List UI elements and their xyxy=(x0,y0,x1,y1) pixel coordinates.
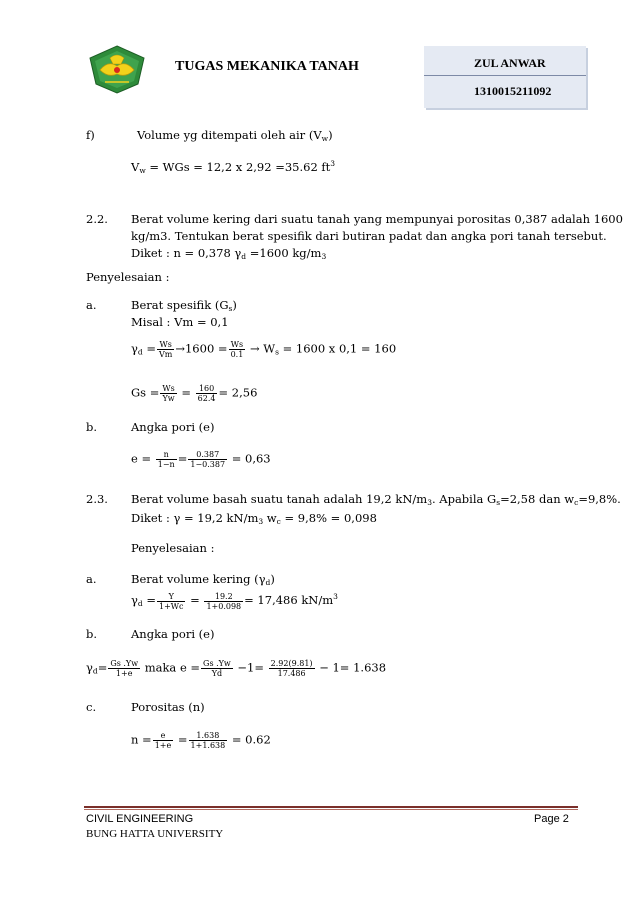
item-f-equation: $V_w$ = WGs = 12,2 x 2,92 =35.62 $ft^3$ xyxy=(131,159,336,175)
part-a2-equation: $\gamma_d$ = $\frac{Y}{1+Wc}$ = $\frac{19.2}{1+0.098}$ = 17,486 $kN/m^3$ xyxy=(131,591,338,611)
solution-heading-2: Penyelesaian : xyxy=(131,541,215,555)
part-a1-label: a. xyxy=(86,298,97,312)
part-b1-title: Angka pori (e) xyxy=(131,420,215,434)
header-divider xyxy=(424,75,586,76)
solution-heading-1: Penyelesaian : xyxy=(86,270,170,284)
part-a2-label: a. xyxy=(86,572,97,586)
part-a1-assumption: Misal : Vm = 0,1 xyxy=(131,315,229,329)
problem-2-3-given: Diket : γ = 19,2 $kN/m_3$ $w_c = 9,8\% = 0,098$ xyxy=(131,511,377,526)
problem-2-2-given: Diket : n = 0,378 $\gamma_d =1600$ $kg/m_3$ xyxy=(131,246,327,261)
problem-2-3-label: 2.3. xyxy=(86,492,108,506)
part-b2-label: b. xyxy=(86,627,98,641)
header-title: TUGAS MEKANIKA TANAH xyxy=(175,59,359,74)
student-id: 1310015211092 xyxy=(474,84,552,98)
item-f-text: Volume yg ditempati oleh air $(V_w)$ xyxy=(137,128,333,143)
part-b2-equation: $\gamma_d=$ $\frac{Gs .Yw}{1+e}$ maka e = $\frac{Gs .Yw}{Yd}$ −1= $\frac{2.92(9.81)}{17.486}$ − 1= 1.638 xyxy=(86,659,387,678)
problem-2-2-line2: kg/m3. Tentukan berat spesifik dari butiran padat dan angka pori tanah tersebut. xyxy=(131,229,607,243)
part-c2-label: c. xyxy=(86,700,97,714)
part-c2-title: Porositas (n) xyxy=(131,700,205,714)
problem-2-2-line1: Berat volume kering dari suatu tanah yang mempunyai porositas 0,387 adalah 1600 xyxy=(131,212,623,226)
footer-university: BUNG HATTA UNIVERSITY xyxy=(86,828,224,840)
footer-rule-thin xyxy=(84,809,578,810)
footer-page-number: Page 2 xyxy=(534,813,569,825)
part-c2-equation: n = $\frac{e}{1+e}$ = $\frac{1.638}{1+1.638}$ = 0.62 xyxy=(131,731,271,750)
part-a2-title: Berat volume kering $(\gamma_d)$ xyxy=(131,572,275,587)
author-name: ZUL ANWAR xyxy=(474,56,546,70)
part-b2-title: Angka pori (e) xyxy=(131,627,215,641)
footer-rule xyxy=(84,806,578,808)
footer-department: CIVIL ENGINEERING xyxy=(86,813,194,825)
part-b1-label: b. xyxy=(86,420,98,434)
university-logo xyxy=(88,44,146,94)
problem-2-3-line1: Berat volume basah suatu tanah adalah 19,2 $kN/m_3$. Apabila $G_s=2,58$ dan $w_c=9,8\%$. xyxy=(131,492,621,507)
part-b1-equation: e = $\frac{n}{1-n}$ = $\frac{0.387}{1-0.387}$ = 0,63 xyxy=(131,450,271,469)
part-a1-title: Berat spesifik $(G_s)$ xyxy=(131,298,237,313)
part-a1-equation-2: Gs = $\frac{Ws}{Yw}$ = $\frac{160}{62.4}$ = 2,56 xyxy=(131,384,258,403)
item-f-label: f) xyxy=(86,128,95,142)
part-a1-equation-1: $\gamma_d$ = $\frac{Ws}{Vm}$ →1600 = $\frac{Ws}{0.1}$ → $W_s = 1600$ x 0,1 = 160 xyxy=(131,340,397,359)
problem-2-2-label: 2.2. xyxy=(86,212,108,226)
